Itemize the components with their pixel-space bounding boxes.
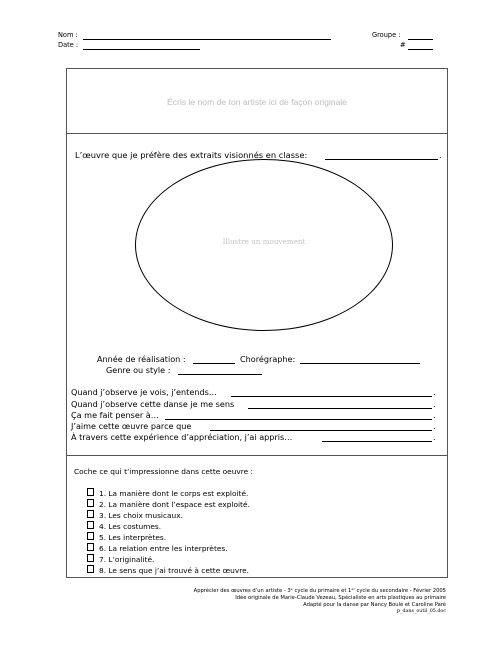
prompt-feel-line[interactable] (248, 408, 432, 409)
prompt-period: . (433, 421, 436, 431)
groupe-label: Groupe : (372, 31, 401, 39)
checklist-item-label: 6. La relation entre les interprètes. (99, 544, 228, 553)
year-line[interactable] (193, 363, 235, 364)
prompt-learned-line[interactable] (322, 441, 432, 442)
date-label: Date : (58, 41, 79, 49)
choreographer-label: Chorégraphe: (240, 354, 296, 364)
checklist-item-label: 1. La manière dont le corps est exploité. (99, 489, 249, 498)
groupe-field-line[interactable] (408, 39, 433, 40)
checklist-item-label: 8. Le sens que j’ai trouvé à cette œuvre. (99, 566, 249, 575)
prompt-see-hear-line[interactable] (231, 396, 432, 397)
prompt-think-line[interactable] (165, 419, 432, 420)
checkbox[interactable] (87, 488, 94, 496)
favorite-work-prompt: L’œuvre que je préfère des extraits visionnés en classe: (75, 150, 308, 160)
checklist-item[interactable] (87, 511, 183, 520)
footer-filename: p_dans_outil_05.doc (397, 609, 446, 614)
prompt-think: Ça me fait penser à… (71, 410, 159, 420)
nom-label: Nom : (58, 31, 78, 39)
checklist-item[interactable] (87, 533, 166, 542)
checklist-item-label: 7. L’originalité. (99, 555, 155, 564)
favorite-work-period: . (439, 150, 442, 160)
number-field-line[interactable] (408, 49, 433, 50)
prompt-period: . (433, 399, 436, 409)
footer-line-1: Apprécier des œuvres d’un artiste - 3ᵉ cycle du primaire et 1ᵉʳ cycle du secondaire - Février 2005 (193, 588, 446, 594)
checkbox[interactable] (87, 521, 94, 529)
checklist-item[interactable] (87, 522, 161, 531)
footer-line-3: Adapté pour la danse par Nancy Boulé et Caroline Paré (303, 602, 446, 608)
worksheet-frame (66, 68, 448, 578)
prompt-feel: Quand j’observe cette danse je me sens (71, 399, 235, 409)
checklist-item[interactable] (87, 555, 154, 564)
checklist-item-label: 2. La manière dont l’espace est exploité. (99, 500, 250, 509)
illustrate-placeholder: Illustre un mouvement (222, 237, 306, 246)
prompt-like-line[interactable] (210, 430, 432, 431)
checklist-item-label: 4. Les costumes. (99, 522, 162, 531)
checklist-title: Coche ce qui t’impressionne dans cette oeuvre : (74, 467, 254, 476)
checkbox[interactable] (87, 543, 94, 551)
prompt-see-hear: Quand j’observe je vois, j’entends… (71, 387, 217, 397)
footer-line-2: Idée originale de Marie-Claude Vezeau, Spécialiste en arts plastiques au primaire (235, 595, 446, 601)
checkbox[interactable] (87, 499, 94, 507)
choreographer-line[interactable] (300, 363, 420, 364)
nom-field-line[interactable] (83, 39, 331, 40)
checklist-item[interactable] (87, 500, 250, 509)
checkbox[interactable] (87, 565, 94, 573)
checkbox[interactable] (87, 510, 94, 518)
section-divider-bottom (67, 455, 447, 456)
genre-label: Genre ou style : (106, 365, 171, 375)
prompt-learned: À travers cette expérience d’appréciation, j’ai appris… (71, 432, 293, 442)
checklist-item-label: 5. Les interprètes. (99, 533, 167, 542)
genre-line[interactable] (178, 374, 262, 375)
year-label: Année de réalisation : (97, 354, 186, 364)
number-label: # (400, 41, 406, 49)
checklist-item[interactable] (87, 566, 249, 575)
prompt-period: . (433, 410, 436, 420)
date-field-line[interactable] (83, 49, 200, 50)
favorite-work-line[interactable] (325, 159, 438, 160)
prompt-period: . (433, 432, 436, 442)
checklist-item-label: 3. Les choix musicaux. (99, 511, 183, 520)
drawing-ellipse[interactable] (135, 159, 393, 331)
checklist-item[interactable] (87, 489, 248, 498)
prompt-period: . (433, 387, 436, 397)
section-divider-top (67, 133, 447, 134)
prompt-like: J’aime cette œuvre parce que (71, 421, 192, 431)
checkbox[interactable] (87, 554, 94, 562)
checkbox[interactable] (87, 532, 94, 540)
checklist-item[interactable] (87, 544, 228, 553)
artist-name-placeholder: Écris le nom de ton artiste ici de façon originale (166, 97, 348, 107)
